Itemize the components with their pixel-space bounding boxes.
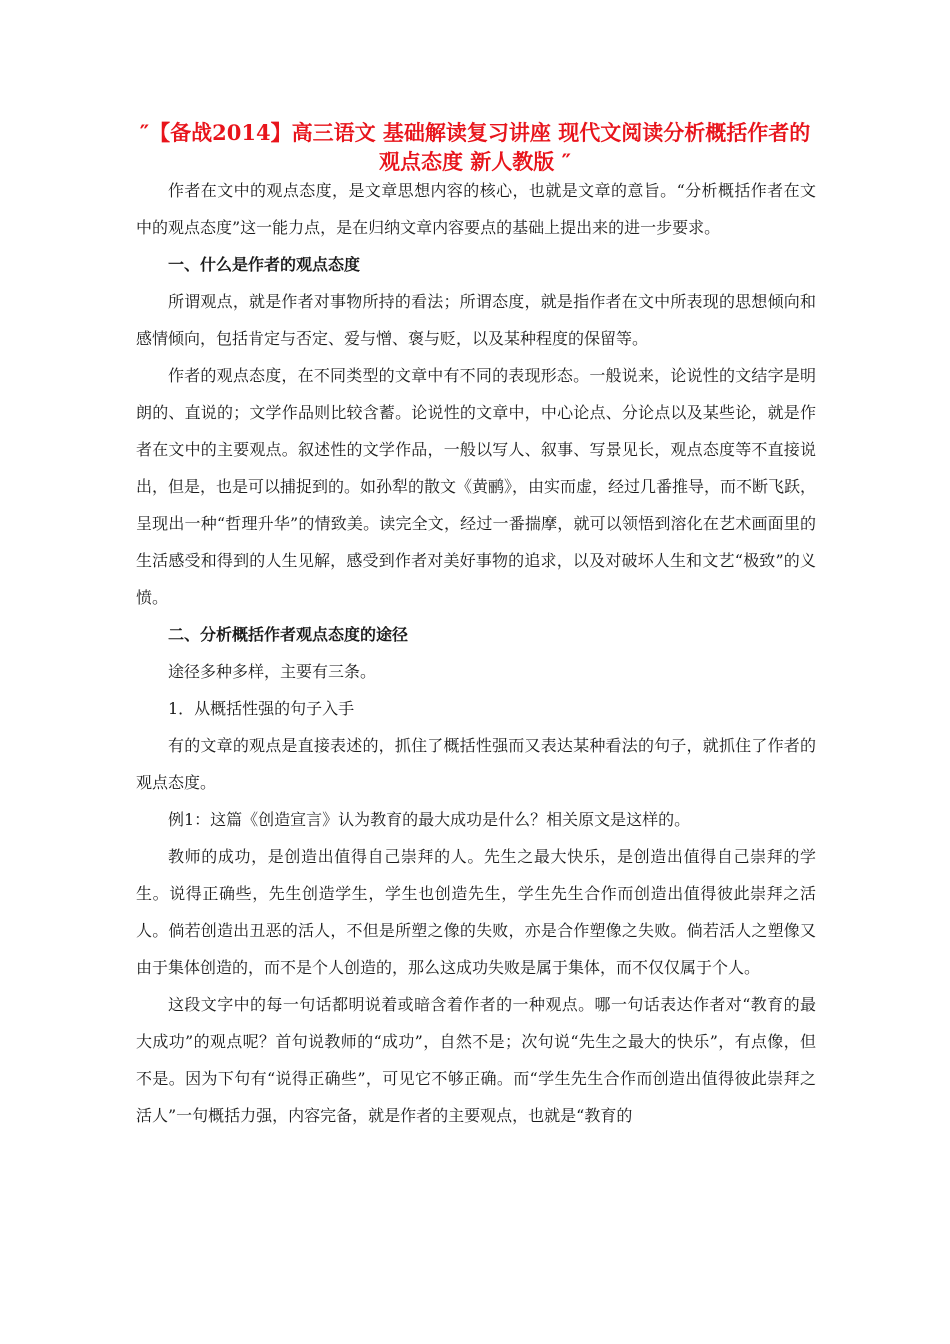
section-heading: 二、分析概括作者观点态度的途径 [168,625,409,644]
paragraph: 途径多种多样，主要有三条。 [168,662,377,681]
paragraph: 有的文章的观点是直接表述的，抓住了概括性强而又表达某种看法的句子，就抓住了作者的观点态度。 [136,736,816,792]
quoted-passage: 教师的成功，是创造出值得自己崇拜的人。先生之最大快乐，是创造出值得自己崇拜的学生。说得正确些，先生创造学生，学生也创造先生，学生先生合作而创造出值得彼此崇拜之活人。倘若创造出丑恶的活人，不但是所塑之像的失败，亦是合作塑像之失败。倘若活人之塑像又由于集体创造的，而不是个人创造的，那么这成功失败是属于集体，而不仅仅属于个人。 [136,847,816,977]
document-body [136,172,816,1134]
example-question: 例1：这篇《创造宣言》认为教育的最大成功是什么？相关原文是这样的。 [168,810,691,829]
paragraph: 作者在文中的观点态度，是文章思想内容的核心，也就是文章的意旨。“分析概括作者在文中的观点态度”这一能力点，是在归纳文章内容要点的基础上提出来的进一步要求。 [136,181,816,237]
paragraph: 所谓观点，就是作者对事物所持的看法；所谓态度，就是指作者在文中所表现的思想倾向和感情倾向，包括肯定与否定、爱与憎、褒与贬，以及某种程度的保留等。 [136,292,816,348]
subsection-heading: 1．从概括性强的句子入手 [168,699,355,718]
document-title: ″【备战2014】高三语文 基础解读复习讲座 现代文阅读分析概括作者的观点态度 新人教版 ″ [139,120,811,174]
paragraph: 作者的观点态度，在不同类型的文章中有不同的表现形态。一般说来，论说性的文结字是明朗的、直说的；文学作品则比较含蓄。论说性的文章中，中心论点、分论点以及某些论，就是作者在文中的主要观点。叙述性的文学作品，一般以写人、叙事、写景见长，观点态度等不直接说出，但是，也是可以捕捉到的。如孙犁的散文《黄鹂》，由实而虚，经过几番推导，而不断飞跃，呈现出一种“哲理升华”的情致美。读完全文，经过一番揣摩，就可以领悟到溶化在艺术画面里的生活感受和得到的人生见解，感受到作者对美好事物的追求，以及对破坏人生和文艺“极致”的义愤。 [136,366,817,607]
section-heading: 一、什么是作者的观点态度 [168,255,361,274]
paragraph: 这段文字中的每一句话都明说着或暗含着作者的一种观点。哪一句话表达作者对“教育的最大成功”的观点呢？首句说教师的“成功”，自然不是；次句说“先生之最大的快乐”，有点像，但不是。因为下句有“说得正确些”，可见它不够正确。而“学生先生合作而创造出值得彼此崇拜之活人”一句概括力强，内容完备，就是作者的主要观点，也就是“教育的 [136,995,816,1125]
